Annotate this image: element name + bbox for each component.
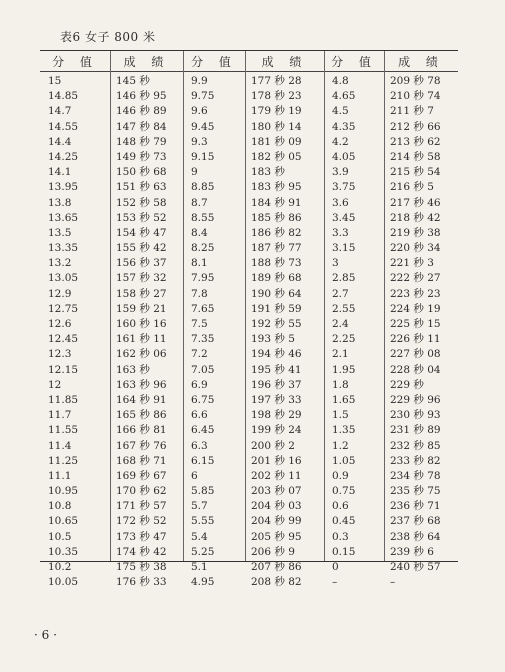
- result-cell: 171 秒 57: [116, 500, 167, 513]
- score-cell: 13.95: [48, 181, 79, 194]
- result-cell: 161 秒 11: [116, 333, 167, 346]
- result-cell: 177 秒 28: [251, 75, 302, 87]
- result-cell: 176 秒 33: [116, 576, 167, 589]
- result-column-3: [384, 74, 458, 590]
- result-cell: 180 秒 14: [251, 120, 302, 133]
- result-cell: 230 秒 93: [390, 409, 441, 422]
- result-cell: 232 秒 85: [390, 439, 441, 452]
- score-cell: 9.45: [191, 120, 215, 133]
- result-cell: 210 秒 74: [390, 90, 441, 103]
- result-cell: 231 秒 89: [390, 424, 441, 437]
- result-cell: 187 秒 77: [251, 242, 302, 255]
- score-cell: 5.7: [191, 500, 208, 513]
- result-cell: 183 秒: [251, 166, 285, 179]
- score-cell: 9.15: [191, 150, 215, 163]
- result-cell: 191 秒 59: [251, 302, 302, 315]
- result-cell: 192 秒 55: [251, 318, 302, 330]
- header-score-2: 分 值: [191, 54, 237, 69]
- result-cell: 228 秒 04: [390, 363, 441, 376]
- result-cell: 221 秒 3: [390, 257, 434, 270]
- score-cell: 14.4: [48, 135, 72, 148]
- score-cell: 7.65: [191, 302, 215, 315]
- result-cell: 168 秒 71: [116, 454, 167, 467]
- score-cell: 7.05: [191, 363, 215, 376]
- score-cell: 2.85: [332, 272, 356, 285]
- score-cell: 3.9: [332, 166, 349, 179]
- score-cell: 4.65: [332, 90, 356, 103]
- score-cell: 6.75: [191, 393, 215, 406]
- score-cell: 6.6: [191, 409, 208, 422]
- result-cell: 193 秒 5: [251, 333, 295, 346]
- result-cell: 209 秒 78: [390, 75, 441, 87]
- score-cell: 1.2: [332, 439, 349, 452]
- result-cell: 162 秒 06: [116, 348, 167, 361]
- score-column-1: [40, 74, 110, 590]
- score-cell: 10.95: [48, 485, 79, 498]
- result-column-2: [245, 74, 324, 590]
- score-cell: 13.8: [48, 196, 72, 209]
- result-cell: 182 秒 05: [251, 150, 302, 163]
- result-cell: 239 秒 6: [390, 545, 434, 558]
- score-cell: 14.55: [48, 120, 79, 133]
- score-cell: 13.2: [48, 257, 72, 270]
- result-cell: 154 秒 47: [116, 226, 167, 239]
- result-cell: 236 秒 71: [390, 500, 441, 513]
- score-cell: 14.1: [48, 166, 72, 179]
- result-cell: 172 秒 52: [116, 515, 167, 528]
- column-divider: [245, 51, 246, 561]
- result-cell: 215 秒 54: [390, 166, 441, 179]
- score-cell: 1.05: [332, 454, 356, 467]
- result-cell: 151 秒 63: [116, 181, 167, 194]
- result-cell: 203 秒 07: [251, 485, 302, 498]
- score-cell: 11.4: [48, 439, 72, 452]
- header-result-2: 成 绩: [261, 54, 308, 69]
- result-cell: 159 秒 21: [116, 302, 167, 315]
- column-divider: [183, 51, 184, 561]
- score-cell: 2.25: [332, 333, 356, 346]
- score-cell: 10.5: [48, 530, 72, 543]
- result-cell: 238 秒 64: [390, 530, 441, 543]
- score-cell: 2.1: [332, 348, 349, 361]
- result-cell: 163 秒: [116, 363, 150, 376]
- result-cell: 160 秒 16: [116, 318, 167, 330]
- result-cell: 166 秒 81: [116, 424, 167, 437]
- result-cell: 194 秒 46: [251, 348, 302, 361]
- result-cell: 196 秒 37: [251, 378, 302, 391]
- score-cell: 3.6: [332, 196, 349, 209]
- score-cell: 13.65: [48, 211, 79, 224]
- score-cell: 4.5: [332, 105, 349, 118]
- result-cell: 204 秒 99: [251, 515, 302, 528]
- result-cell: 169 秒 67: [116, 469, 167, 482]
- result-cell: 167 秒 76: [116, 439, 167, 452]
- result-cell: 184 秒 91: [251, 196, 302, 209]
- score-cell: 8.55: [191, 211, 215, 224]
- result-cell: 152 秒 58: [116, 196, 167, 209]
- result-cell: 240 秒 57: [390, 561, 441, 573]
- score-cell: 6: [191, 469, 198, 482]
- score-cell: 4.35: [332, 120, 356, 133]
- result-cell: 185 秒 86: [251, 211, 302, 224]
- result-cell: 153 秒 52: [116, 211, 167, 224]
- score-cell: 1.95: [332, 363, 356, 376]
- result-cell: 207 秒 86: [251, 561, 302, 573]
- score-cell: 12.45: [48, 333, 79, 346]
- score-cell: 6.9: [191, 378, 208, 391]
- score-cell: 3.75: [332, 181, 356, 194]
- result-cell: 164 秒 91: [116, 393, 167, 406]
- result-cell: –: [390, 576, 396, 589]
- score-cell: 10.05: [48, 576, 79, 589]
- result-cell: 165 秒 86: [116, 409, 167, 422]
- score-cell: 4.95: [191, 576, 215, 589]
- score-cell: 0.3: [332, 530, 349, 543]
- result-cell: 181 秒 09: [251, 135, 302, 148]
- score-cell: 14.7: [48, 105, 72, 118]
- score-cell: 11.25: [48, 454, 79, 467]
- score-cell: 14.85: [48, 90, 79, 103]
- result-cell: 179 秒 19: [251, 105, 302, 118]
- result-cell: 234 秒 78: [390, 469, 441, 482]
- score-cell: 7.35: [191, 333, 215, 346]
- result-cell: 224 秒 19: [390, 302, 441, 315]
- result-cell: 186 秒 82: [251, 226, 302, 239]
- score-cell: 0.9: [332, 469, 349, 482]
- score-cell: 1.5: [332, 409, 349, 422]
- result-cell: 150 秒 68: [116, 166, 167, 179]
- score-column-3: [324, 74, 384, 590]
- table-caption: 表6 女子 800 米: [60, 30, 156, 44]
- result-cell: 235 秒 75: [390, 485, 441, 498]
- result-cell: 190 秒 64: [251, 287, 302, 300]
- score-cell: 12.9: [48, 287, 72, 300]
- score-cell: 9: [191, 166, 198, 179]
- result-cell: 157 秒 32: [116, 272, 167, 285]
- result-cell: 219 秒 38: [390, 226, 441, 239]
- score-cell: 7.5: [191, 318, 208, 330]
- result-cell: 206 秒 9: [251, 545, 295, 558]
- result-cell: 188 秒 73: [251, 257, 302, 270]
- score-cell: 9.75: [191, 90, 215, 103]
- score-cell: 0.45: [332, 515, 356, 528]
- result-cell: 229 秒: [390, 378, 424, 391]
- score-cell: 12: [48, 378, 62, 391]
- result-cell: 183 秒 95: [251, 181, 302, 194]
- score-cell: 8.1: [191, 257, 208, 270]
- score-cell: 2.7: [332, 287, 349, 300]
- column-divider: [384, 51, 385, 561]
- result-cell: 214 秒 58: [390, 150, 441, 163]
- result-column-1: [110, 74, 183, 590]
- score-cell: –: [332, 576, 338, 589]
- score-cell: 4.05: [332, 150, 356, 163]
- result-cell: 225 秒 15: [390, 318, 441, 330]
- score-cell: 8.7: [191, 196, 208, 209]
- result-cell: 163 秒 96: [116, 378, 167, 391]
- result-cell: 213 秒 62: [390, 135, 441, 148]
- result-cell: 178 秒 23: [251, 90, 302, 103]
- result-cell: 158 秒 27: [116, 287, 167, 300]
- result-cell: 146 秒 89: [116, 105, 167, 118]
- score-cell: 7.2: [191, 348, 208, 361]
- result-cell: 199 秒 24: [251, 424, 302, 437]
- score-cell: 10.8: [48, 500, 72, 513]
- score-cell: 8.4: [191, 226, 208, 239]
- table-body: [40, 74, 458, 590]
- result-cell: 211 秒 7: [390, 105, 434, 118]
- score-cell: 3.45: [332, 211, 356, 224]
- result-cell: 189 秒 68: [251, 272, 302, 285]
- score-cell: 5.85: [191, 485, 215, 498]
- page-number: · 6 ·: [34, 628, 57, 642]
- result-cell: 175 秒 38: [116, 561, 167, 573]
- score-cell: 4.2: [332, 135, 349, 148]
- score-cell: 4.8: [332, 75, 349, 87]
- column-divider: [324, 51, 325, 561]
- score-cell: 5.4: [191, 530, 208, 543]
- result-cell: 198 秒 29: [251, 409, 302, 422]
- score-cell: 6.15: [191, 454, 215, 467]
- score-cell: 0.15: [332, 545, 356, 558]
- result-cell: 212 秒 66: [390, 120, 441, 133]
- header-score-3: 分 值: [331, 54, 377, 69]
- score-cell: 2.55: [332, 302, 356, 315]
- score-cell: 13.35: [48, 242, 79, 255]
- score-cell: 12.3: [48, 348, 72, 361]
- score-cell: 13.05: [48, 272, 79, 285]
- score-cell: 5.1: [191, 561, 208, 573]
- score-cell: 13.5: [48, 226, 72, 239]
- score-cell: 12.75: [48, 302, 79, 315]
- result-cell: 233 秒 82: [390, 454, 441, 467]
- result-cell: 195 秒 41: [251, 363, 302, 376]
- score-cell: 1.35: [332, 424, 356, 437]
- result-cell: 223 秒 23: [390, 287, 441, 300]
- score-table: [40, 50, 458, 589]
- result-cell: 145 秒: [116, 75, 150, 87]
- result-cell: 216 秒 5: [390, 181, 434, 194]
- result-cell: 156 秒 37: [116, 257, 167, 270]
- score-cell: 8.85: [191, 181, 215, 194]
- result-cell: 155 秒 42: [116, 242, 167, 255]
- result-cell: 217 秒 46: [390, 196, 441, 209]
- result-cell: 222 秒 27: [390, 272, 441, 285]
- score-cell: 7.95: [191, 272, 215, 285]
- score-cell: 5.25: [191, 545, 215, 558]
- result-cell: 227 秒 08: [390, 348, 441, 361]
- score-cell: 1.8: [332, 378, 349, 391]
- header-score-1: 分 值: [52, 54, 98, 69]
- score-cell: 0.75: [332, 485, 356, 498]
- result-cell: 229 秒 96: [390, 393, 441, 406]
- result-cell: 200 秒 2: [251, 439, 295, 452]
- result-cell: 174 秒 42: [116, 545, 167, 558]
- score-cell: 12.15: [48, 363, 79, 376]
- score-cell: 11.55: [48, 424, 79, 437]
- score-cell: 3.15: [332, 242, 356, 255]
- result-cell: 147 秒 84: [116, 120, 167, 133]
- score-cell: 7.8: [191, 287, 208, 300]
- score-cell: 2.4: [332, 318, 349, 330]
- score-cell: 3: [332, 257, 339, 270]
- result-cell: 146 秒 95: [116, 90, 167, 103]
- score-cell: 5.55: [191, 515, 215, 528]
- result-cell: 204 秒 03: [251, 500, 302, 513]
- score-cell: 11.7: [48, 409, 72, 422]
- score-cell: 8.25: [191, 242, 215, 255]
- score-cell: 0.6: [332, 500, 349, 513]
- result-cell: 170 秒 62: [116, 485, 167, 498]
- result-cell: 201 秒 16: [251, 454, 302, 467]
- result-cell: 197 秒 33: [251, 393, 302, 406]
- result-cell: 226 秒 11: [390, 333, 441, 346]
- result-cell: 205 秒 95: [251, 530, 302, 543]
- header-result-1: 成 绩: [123, 54, 170, 69]
- score-cell: 11.85: [48, 393, 79, 406]
- score-cell: 9.6: [191, 105, 208, 118]
- score-cell: 15: [48, 75, 62, 87]
- score-cell: 14.25: [48, 150, 79, 163]
- result-cell: 173 秒 47: [116, 530, 167, 543]
- score-cell: 6.45: [191, 424, 215, 437]
- score-cell: 0: [332, 561, 339, 573]
- result-cell: 237 秒 68: [390, 515, 441, 528]
- column-divider: [110, 51, 111, 561]
- score-column-2: [183, 74, 245, 590]
- result-cell: 149 秒 73: [116, 150, 167, 163]
- score-cell: 10.65: [48, 515, 79, 528]
- score-cell: 3.3: [332, 226, 349, 239]
- score-cell: 9.9: [191, 75, 208, 87]
- score-cell: 10.35: [48, 545, 79, 558]
- result-cell: 218 秒 42: [390, 211, 441, 224]
- score-cell: 6.3: [191, 439, 208, 452]
- result-cell: 220 秒 34: [390, 242, 441, 255]
- score-cell: 10.2: [48, 561, 72, 573]
- score-cell: 9.3: [191, 135, 208, 148]
- result-cell: 208 秒 82: [251, 576, 302, 589]
- table-header-row: [40, 51, 458, 72]
- score-cell: 11.1: [48, 469, 72, 482]
- result-cell: 148 秒 79: [116, 135, 167, 148]
- score-cell: 12.6: [48, 318, 72, 330]
- result-cell: 202 秒 11: [251, 469, 302, 482]
- header-result-3: 成 绩: [398, 54, 444, 69]
- score-cell: 1.65: [332, 393, 356, 406]
